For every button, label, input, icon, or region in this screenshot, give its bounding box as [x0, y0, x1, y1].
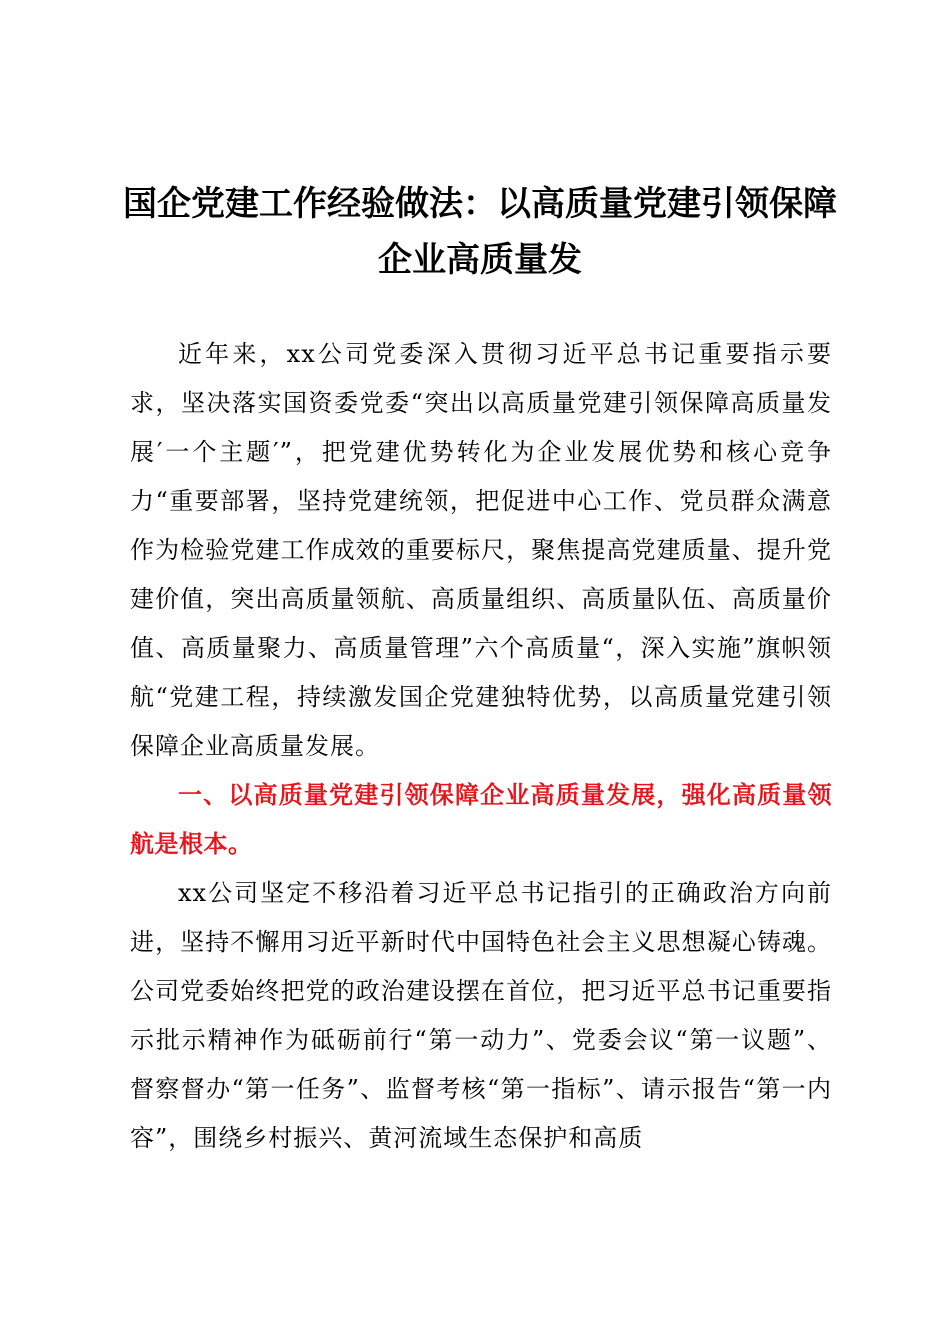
intro-paragraph: 近年来，xx公司党委深入贯彻习近平总书记重要指示要求，坚决落实国资委党委“突出以高质量党建引领保障高质量发展′一个主题′”，把党建优势转化为企业发展优势和核心竞争力“重要部署，坚持党建统领，把促进中心工作、党员群众满意作为检验党建工作成效的重要标尺，聚焦提高党建质量、提升党建价值，突出高质量领航、高质量组织、高质量队伍、高质量价值、高质量聚力、高质量管理”六个高质量“，深入实施”旗帜领航“党建工程，持续激发国企党建独特优势，以高质量党建引领保障企业高质量发展。 [130, 340, 832, 760]
body-paragraph: xx公司坚定不移沿着习近平总书记指引的正确政治方向前进，坚持不懈用习近平新时代中国特色社会主义思想凝心铸魂。公司党委始终把党的政治建设摆在首位，把习近平总书记重要指示批示精神作为砥砺前行“第一动力”、党委会议“第一议题”、督察督办“第一任务”、监督考核“第一指标”、请示报告“第一内容”，围绕乡村振兴、黄河流域生态保护和高质 [130, 879, 832, 1152]
section-heading: 一、以高质量党建引领保障企业高质量发展，强化高质量领航是根本。 [130, 781, 832, 858]
document-body [130, 330, 832, 1163]
document-title: 国企党建工作经验做法：以高质量党建引领保障企业高质量发 [123, 184, 837, 280]
